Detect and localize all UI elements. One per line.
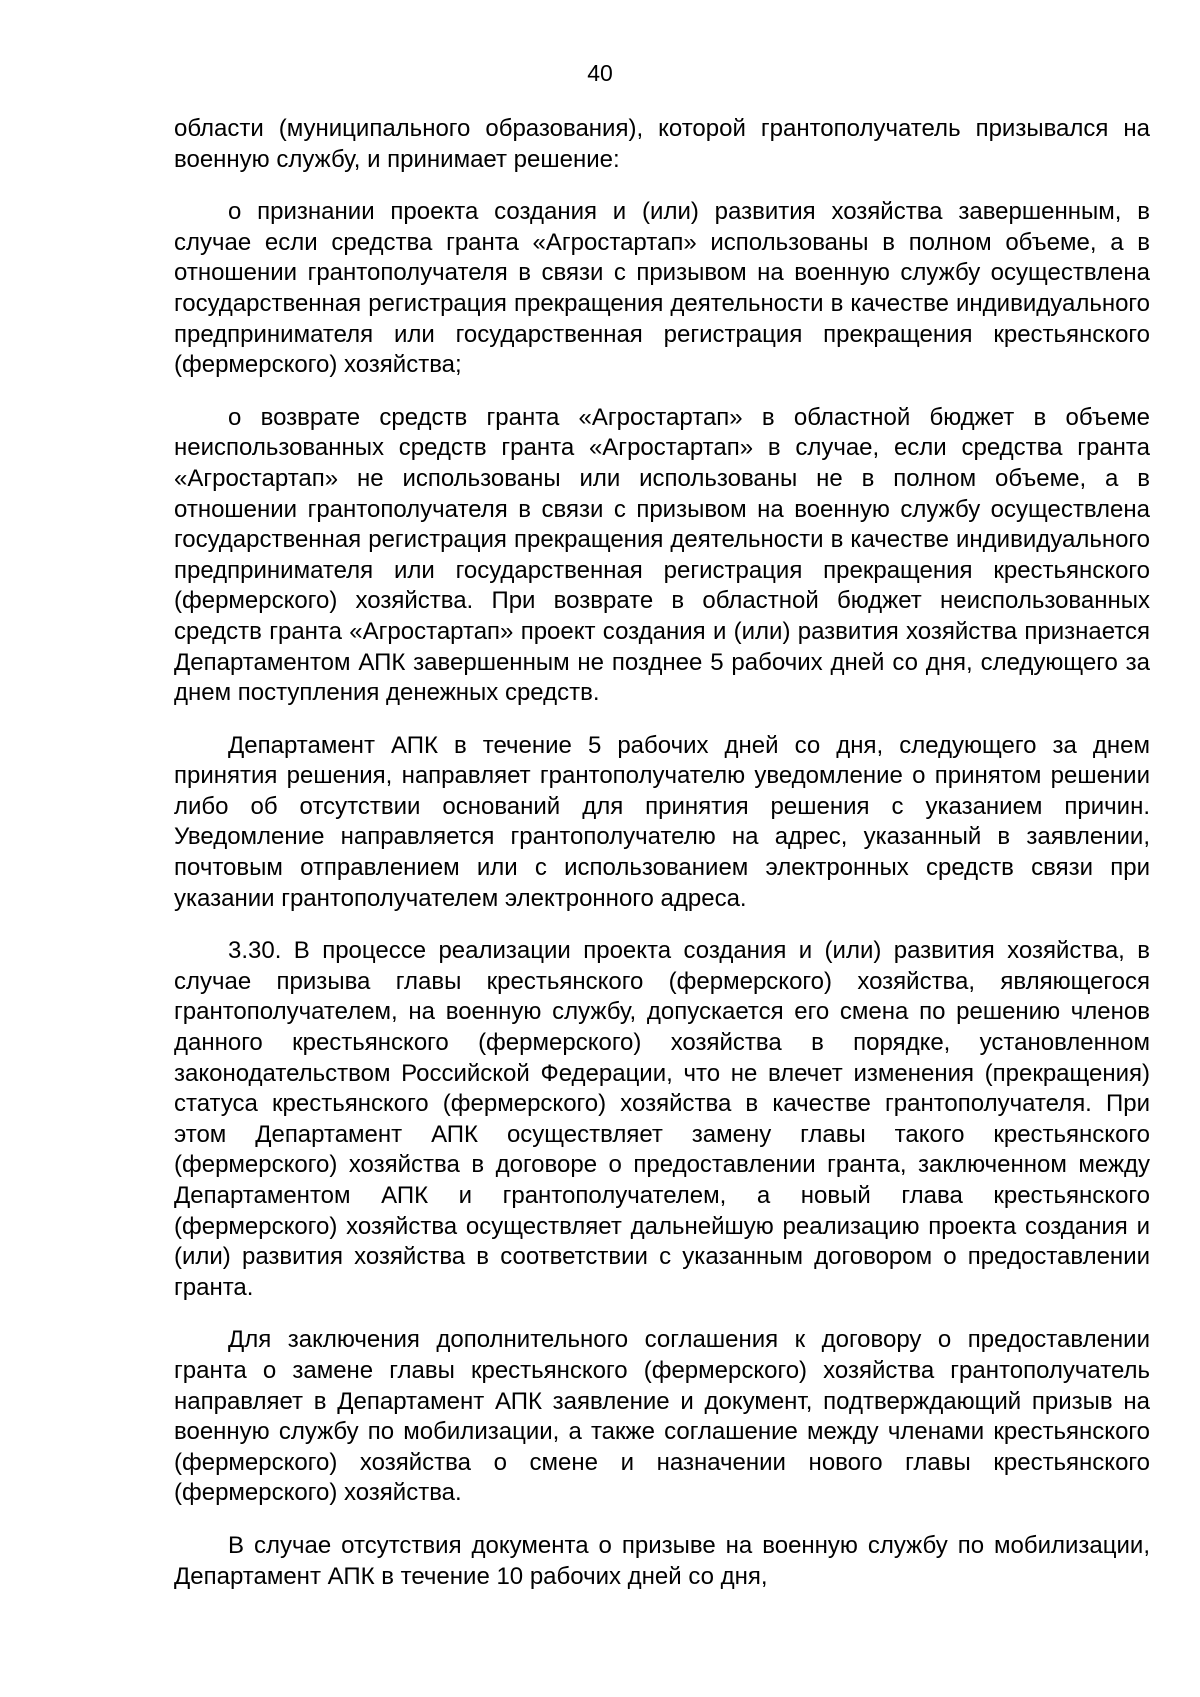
paragraph-no-document: В случае отсутствия документа о призыве на военную службу по мобилизации, Департамент АПК в течение 10 рабочих дней со дня, bbox=[174, 1531, 1150, 1590]
paragraph-clause-3-30: 3.30. В процессе реализации проекта создания и (или) развития хозяйства, в случае призыва главы крестьянского (фермерского) хозяйства, являющегося грантополучателем, на военную службу, допускается его смена по решению членов данного крестьянского (фермерского) хозяйства в порядке, установленном законодательством Российской Федерации, что не влечет изменения (прекращения) статуса крестьянского (фермерского) хозяйства в качестве грантополучателя. При этом Департамент АПК осуществляет замену главы такого крестьянского (фермерского) хозяйства в договоре о предоставлении гранта, заключенном между Департаментом АПК и грантополучателем, а новый глава крестьянского (фермерского) хозяйства осуществляет дальнейшую реализацию проекта создания и (или) развития хозяйства в соответствии с указанным договором о предоставлении гранта. bbox=[174, 937, 1150, 1301]
paragraph-decision-refund: о возврате средств гранта «Агростартап» в областной бюджет в объеме неиспользованных средств гранта «Агростартап» в случае, если средства гранта «Агростартап» не использованы или использованы не в полном объеме, а в отношении грантополучателя в связи с призывом на военную службу осуществлена государственная регистрация прекращения деятельности в качестве индивидуального предпринимателя или государственная регистрация прекращения крестьянского (фермерского) хозяйства. При возврате в областной бюджет неиспользованных средств гранта «Агростартап» проект создания и (или) развития хозяйства признается Департаментом АПК завершенным не позднее 5 рабочих дней со дня, следующего за днем поступления денежных средств. bbox=[174, 403, 1150, 707]
paragraph-additional-agreement: Для заключения дополнительного соглашения к договору о предоставлении гранта о замене главы крестьянского (фермерского) хозяйства грантополучатель направляет в Департамент АПК заявление и документ, подтверждающий призыв на военную службу по мобилизации, а также соглашение между членами крестьянского (фермерского) хозяйства о смене и назначении нового главы крестьянского (фермерского) хозяйства. bbox=[174, 1326, 1150, 1507]
paragraph-notification: Департамент АПК в течение 5 рабочих дней со дня, следующего за днем принятия решения, направляет грантополучателю уведомление о принятом решении либо об отсутствии оснований для принятия решения с указанием причин. Уведомление направляется грантополучателю на адрес, указанный в заявлении, почтовым отправлением или с использованием электронных средств связи при указании грантополучателем электронного адреса. bbox=[174, 731, 1150, 912]
paragraph-decision-completed: о признании проекта создания и (или) развития хозяйства завершенным, в случае если средства гранта «Агростартап» использованы в полном объеме, а в отношении грантополучателя в связи с призывом на военную службу осуществлена государственная регистрация прекращения деятельности в качестве индивидуального предпринимателя или государственная регистрация прекращения крестьянского (фермерского) хозяйства; bbox=[174, 198, 1150, 379]
page-number: 40 bbox=[587, 60, 613, 86]
document-body bbox=[174, 114, 1150, 1592]
paragraph-continuation: области (муниципального образования), которой грантополучатель призывался на военную службу, и принимает решение: bbox=[174, 115, 1150, 173]
